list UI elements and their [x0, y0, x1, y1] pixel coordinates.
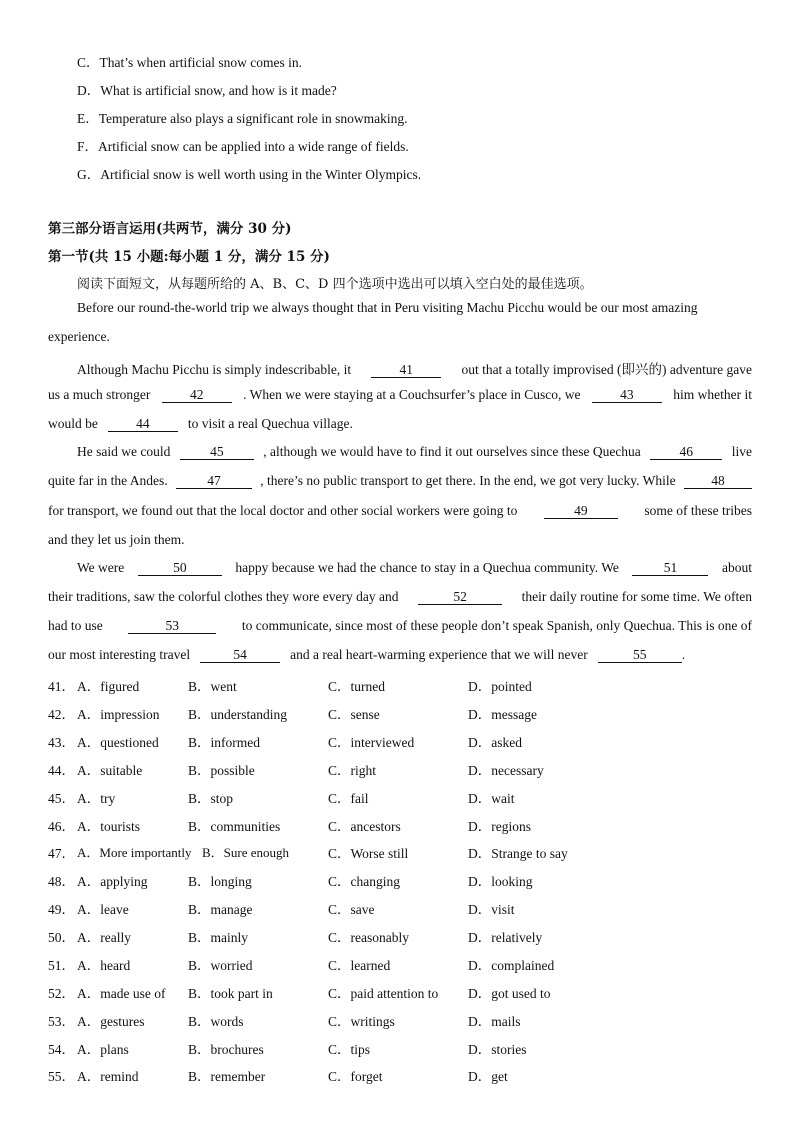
question-number: 54．	[48, 1042, 75, 1057]
question-number: 42．	[48, 707, 75, 722]
choice-d[interactable]: D．relatively	[468, 930, 543, 945]
choice-b[interactable]: B．mainly	[188, 930, 248, 945]
choice-a[interactable]: A．gestures	[77, 1014, 145, 1029]
choice-d[interactable]: D．message	[468, 707, 537, 722]
choice-d[interactable]: D．necessary	[468, 763, 544, 778]
passage-text: would be	[48, 416, 98, 431]
blank-47[interactable]: 47	[176, 474, 252, 489]
section-title: 第三部分语言运用(共两节，满分 30 分)	[48, 221, 292, 237]
choice-d[interactable]: D．wait	[468, 791, 515, 806]
passage-line	[77, 300, 752, 320]
passage-text: for transport, we found out that the local doctor and other social workers were going to	[48, 503, 518, 518]
passage-text: their traditions, saw the colorful clothes they wore every day and	[48, 589, 399, 604]
blank-51[interactable]: 51	[632, 561, 708, 576]
choice-b[interactable]: B．possible	[188, 763, 255, 778]
option-d: D．What is artificial snow, and how is it made?	[77, 83, 337, 98]
passage-text: , there’s no public transport to get there. In the end, we got very lucky. While	[260, 473, 676, 488]
question-row	[48, 898, 768, 918]
choice-d[interactable]: D．looking	[468, 874, 533, 889]
blank-45[interactable]: 45	[180, 445, 254, 460]
passage-line	[77, 444, 752, 464]
choice-a[interactable]: A．plans	[77, 1042, 129, 1057]
choice-c[interactable]: C．reasonably	[328, 930, 409, 945]
passage-text: quite far in the Andes.	[48, 473, 168, 488]
question-number: 52．	[48, 986, 75, 1001]
choice-a[interactable]: A．heard	[77, 958, 131, 973]
question-row	[48, 1010, 768, 1030]
choice-b[interactable]: B．longing	[188, 874, 252, 889]
option-c: C．That’s when artificial snow comes in.	[77, 55, 302, 70]
choice-c[interactable]: C．learned	[328, 958, 391, 973]
choice-b[interactable]: B．worried	[188, 958, 253, 973]
choice-a[interactable]: A．More importantly	[77, 845, 192, 860]
passage-line	[48, 473, 752, 493]
question-row	[48, 842, 768, 862]
instruction: 阅读下面短文，从每题所给的 A、B、C、D 四个选项中选出可以填入空白处的最佳选项。	[77, 277, 593, 292]
choice-a[interactable]: A．applying	[77, 874, 148, 889]
question-row	[48, 926, 768, 946]
option-e: E．Temperature also plays a significant role in snowmaking.	[77, 111, 408, 126]
question-row	[48, 954, 768, 974]
choice-b[interactable]: B．Sure enough	[202, 845, 290, 860]
passage-text: us a much stronger	[48, 387, 151, 402]
passage-line	[48, 589, 752, 609]
question-number: 45．	[48, 791, 75, 806]
question-row	[48, 815, 768, 835]
choice-c[interactable]: C．tips	[328, 1042, 371, 1057]
choice-d[interactable]: D．mails	[468, 1014, 521, 1029]
passage-text: live	[731, 444, 752, 459]
choice-b[interactable]: B．words	[188, 1014, 244, 1029]
passage-text: and they let us join them.	[48, 532, 185, 547]
question-row	[48, 787, 768, 807]
choice-b[interactable]: B．went	[188, 679, 237, 694]
choice-c[interactable]: C．Worse still	[328, 846, 409, 861]
passage-line	[77, 358, 752, 378]
blank-42[interactable]: 42	[162, 388, 232, 403]
choice-b[interactable]: B．stop	[188, 791, 234, 806]
blank-52[interactable]: 52	[418, 590, 502, 605]
passage-text: He said we could	[77, 444, 171, 459]
choice-a[interactable]: A．impression	[77, 707, 160, 722]
passage-line	[48, 416, 752, 436]
choice-a[interactable]: A．leave	[77, 902, 129, 917]
passage-text: We were	[77, 560, 125, 575]
choice-b[interactable]: B．remember	[188, 1069, 266, 1084]
question-number: 49．	[48, 902, 75, 917]
choice-c[interactable]: C．right	[328, 763, 377, 778]
passage-text: some of these tribes	[644, 503, 752, 518]
passage-text: to visit a real Quechua village.	[187, 416, 353, 431]
choice-d[interactable]: D．regions	[468, 819, 531, 834]
choice-b[interactable]: B．informed	[188, 735, 260, 750]
choice-d[interactable]: D．got used to	[468, 986, 551, 1001]
question-row	[48, 1065, 768, 1085]
choice-a[interactable]: A．really	[77, 930, 131, 945]
choice-a[interactable]: A．figured	[77, 679, 140, 694]
blank-53[interactable]: 53	[128, 619, 216, 634]
choice-d[interactable]: D．visit	[468, 902, 515, 917]
choice-b[interactable]: B．understanding	[188, 707, 287, 722]
question-row	[48, 703, 768, 723]
question-number: 50．	[48, 930, 75, 945]
question-number: 55．	[48, 1069, 75, 1084]
question-row	[48, 870, 768, 890]
passage-text: experience.	[48, 329, 110, 344]
choice-b[interactable]: B．manage	[188, 902, 253, 917]
choice-a[interactable]: A．try	[77, 791, 116, 806]
choice-a[interactable]: A．suitable	[77, 763, 143, 778]
question-number: 44．	[48, 763, 75, 778]
choice-b[interactable]: B．brochures	[188, 1042, 264, 1057]
choice-c[interactable]: C．ancestors	[328, 819, 401, 834]
choice-d[interactable]: D．asked	[468, 735, 522, 750]
passage-text: .	[681, 647, 686, 662]
question-row	[48, 675, 768, 695]
passage-line	[48, 387, 752, 407]
passage-text: their daily routine for some time. We often	[521, 589, 752, 604]
question-number: 51．	[48, 958, 75, 973]
choice-c[interactable]: C．writings	[328, 1014, 395, 1029]
passage-line	[77, 560, 752, 580]
choice-d[interactable]: D．stories	[468, 1042, 527, 1057]
blank-54[interactable]: 54	[200, 648, 280, 663]
choice-c[interactable]: C．paid attention to	[328, 986, 439, 1001]
question-row	[48, 759, 768, 779]
choice-d[interactable]: D．Strange to say	[468, 846, 568, 861]
passage-line	[48, 503, 752, 523]
choice-c[interactable]: C．sense	[328, 707, 380, 722]
choice-b[interactable]: B．communities	[188, 819, 281, 834]
passage-text: out that a totally improvised (即兴的) adventure gave	[461, 362, 752, 377]
question-number: 41．	[48, 679, 75, 694]
choice-a[interactable]: A．tourists	[77, 819, 141, 834]
question-number: 53．	[48, 1014, 75, 1029]
passage-text: to communicate, since most of these people don’t speak Spanish, only Quechua. This is one of	[241, 618, 752, 633]
passage-line	[48, 329, 752, 349]
choice-d[interactable]: D．get	[468, 1069, 508, 1084]
passage-text: Although Machu Picchu is simply indescribable, it	[77, 362, 352, 377]
question-row	[48, 1038, 768, 1058]
blank-44[interactable]: 44	[108, 417, 178, 432]
blank-41[interactable]: 41	[371, 363, 441, 378]
passage-line	[48, 618, 752, 638]
passage-text: our most interesting travel	[48, 647, 191, 662]
passage-text: about	[721, 560, 752, 575]
question-row	[48, 731, 768, 751]
choice-a[interactable]: A．remind	[77, 1069, 139, 1084]
question-number: 46．	[48, 819, 75, 834]
question-row	[48, 982, 768, 1002]
passage-text: Before our round-the-world trip we always thought that in Peru visiting Machu Picchu would be our most amazing	[77, 300, 698, 315]
option-f: F．Artificial snow can be applied into a wide range of fields.	[77, 139, 409, 154]
blank-49[interactable]: 49	[544, 504, 618, 519]
choice-c[interactable]: C．turned	[328, 679, 385, 694]
passage-text: him whether it	[673, 387, 752, 402]
blank-43[interactable]: 43	[592, 388, 662, 403]
passage-line	[48, 647, 752, 667]
passage-text: had to use	[48, 618, 103, 633]
question-number: 43．	[48, 735, 75, 750]
passage-line	[48, 532, 752, 552]
blank-48[interactable]: 48	[684, 474, 752, 489]
blank-55[interactable]: 55	[598, 648, 682, 663]
choice-a[interactable]: A．questioned	[77, 735, 159, 750]
passage-text: and a real heart-warming experience that we will never	[290, 647, 588, 662]
passage-text: . When we were staying at a Couchsurfer’s place in Cusco, we	[243, 387, 581, 402]
choice-d[interactable]: D．complained	[468, 958, 555, 973]
choice-c[interactable]: C．save	[328, 902, 375, 917]
choice-c[interactable]: C．interviewed	[328, 735, 415, 750]
question-number: 48．	[48, 874, 75, 889]
passage-text: , although we would have to find it out ourselves since these Quechua	[263, 444, 641, 459]
passage-text: happy because we had the chance to stay in a Quechua community. We	[235, 560, 619, 575]
choice-b[interactable]: B．took part in	[188, 986, 273, 1001]
question-number: 47．	[48, 846, 75, 861]
choice-c[interactable]: C．forget	[328, 1069, 383, 1084]
blank-46[interactable]: 46	[650, 445, 722, 460]
choice-d[interactable]: D．pointed	[468, 679, 532, 694]
option-g: G．Artificial snow is well worth using in the Winter Olympics.	[77, 167, 422, 182]
choice-c[interactable]: C．changing	[328, 874, 400, 889]
subsection-title: 第一节(共 15 小题:每小题 1 分，满分 15 分)	[48, 249, 330, 265]
choice-a[interactable]: A．made use of	[77, 986, 166, 1001]
blank-50[interactable]: 50	[138, 561, 222, 576]
choice-c[interactable]: C．fail	[328, 791, 369, 806]
